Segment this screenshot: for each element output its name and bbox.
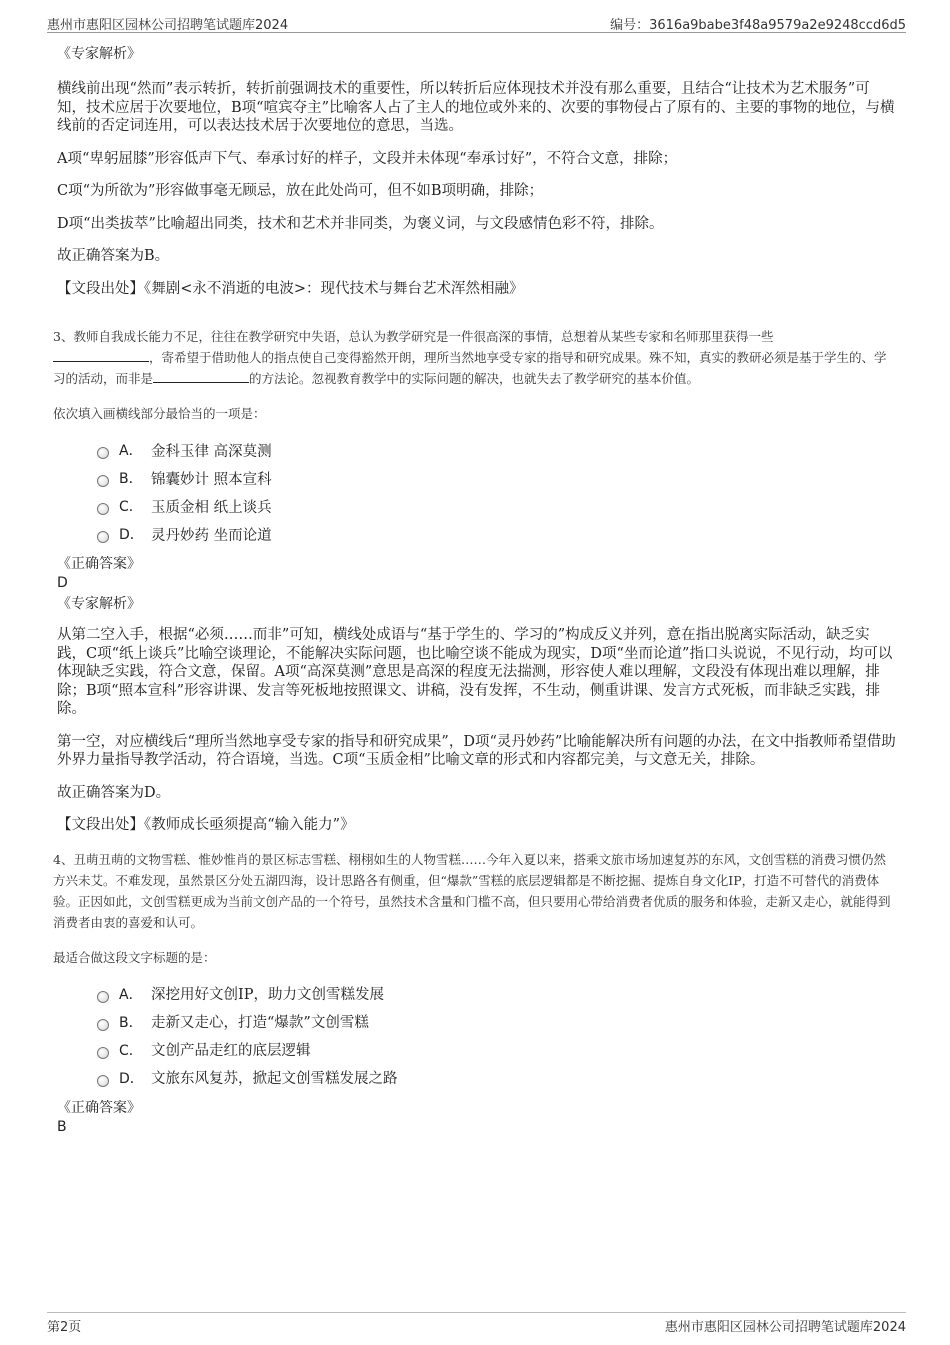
page-header bbox=[47, 12, 906, 33]
question-stem: 4、丑萌丑萌的文物雪糕、惟妙惟肖的景区标志雪糕、栩栩如生的人物雪糕……今年入夏以来，搭乘文旅市场加速复苏的东风，文创雪糕的消费习惯仍然方兴未艾。不难发现，虽然景区分处五湖四海，设计思路各有侧重，但“爆款”雪糕的底层逻辑都是不断挖掘、提炼自身文化IP，打造不可替代的消费体验。正因如此，文创雪糕更成为当前文创产品的一个符号，虽然技术含量和门槛不高，但只要用心带给消费者优质的服务和体验，走新又走心，就能得到消费者由衷的喜爱和认可。 bbox=[53, 851, 891, 930]
question-stem: 3、教师自我成长能力不足，往往在教学研究中失语，总认为教学研究是一件很高深的事情，总想着从某些专家和名师那里获得一些 ，寄希望于借助他人的指点使自己变得豁然开朗，理所当然地享受专家的指导和研究成果。殊不知，真实的教研必须是基于学生的、学习的活动，而非是 的方法论。忽视教育教学中的实际问题的解决，也就失去了教学研究的基本价值。 bbox=[53, 329, 887, 386]
option-a[interactable]: A． 深挖用好文创IP，助力文创雪糕发展 bbox=[97, 980, 897, 1008]
correct-answer-label: 《正确答案》 bbox=[57, 556, 141, 572]
radio-button[interactable] bbox=[97, 1019, 109, 1031]
option-d[interactable]: D． 文旅东风复苏，掀起文创雪糕发展之路 bbox=[97, 1064, 897, 1092]
page-number: 第2页 bbox=[47, 1320, 82, 1335]
correct-answer-label: 《正确答案》 bbox=[57, 1099, 141, 1116]
analysis-paragraph: 从第二空入手，根据“必须……而非”可知，横线处成语与“基于学生的、学习的”构成反义并列，意在指出脱离实际活动，缺乏实践，C项“纸上谈兵”比喻空谈理论，不能解决实际问题，也比喻空谈不能成为现实，D项“坐而论道”指口头说说，不见行动，均可以体现缺乏实践，符合文意，保留。A项“高深莫测”意思是高深的程度无法揣测，形容使人难以理解，文段没有体现出难以理解，排除；B项“照本宣科”形容讲课、发言等死板地按照课文、讲稿，没有发挥，不生动，侧重讲课、发言方式死板，而非缺乏实践，排除。 bbox=[57, 627, 893, 717]
option-b[interactable]: B． 锦囊妙计 照本宣科 bbox=[97, 464, 897, 492]
source-citation: 【文段出处】《舞剧<永不消逝的电波>：现代技术与舞台艺术浑然相融》 bbox=[57, 280, 524, 297]
answer-conclusion: 故正确答案为D。 bbox=[57, 784, 171, 801]
analysis-paragraph: C项“为所欲为”形容做事毫无顾忌，放在此处尚可，但不如B项明确，排除； bbox=[57, 183, 544, 199]
radio-button[interactable] bbox=[97, 475, 109, 487]
page-footer bbox=[47, 1312, 906, 1335]
blank-line bbox=[153, 370, 249, 383]
footer-title: 惠州市惠阳区园林公司招聘笔试题库2024 bbox=[664, 1320, 906, 1335]
option-c[interactable]: C． 玉质金相 纸上谈兵 bbox=[97, 492, 897, 520]
expert-analysis-label: 《专家解析》 bbox=[57, 596, 141, 612]
radio-button[interactable] bbox=[97, 1075, 109, 1087]
source-citation: 【文段出处】《教师成长亟须提高“输入能力”》 bbox=[57, 817, 355, 833]
analysis-paragraph: 第一空，对应横线后“理所当然地享受专家的指导和研究成果”，D项“灵丹妙药”比喻能解决所有问题的办法，在文中指教师希望借助外界力量指导教学活动，符合语境，当选。C项“玉质金相”比喻文章的形式和内容都完美，与文意无关，排除。 bbox=[57, 733, 896, 768]
question-prompt: 最适合做这段文字标题的是： bbox=[53, 949, 216, 965]
radio-button[interactable] bbox=[97, 1047, 109, 1059]
option-a[interactable]: A． 金科玉律 高深莫测 bbox=[97, 436, 897, 464]
header-title: 惠州市惠阳区园林公司招聘笔试题库2024 bbox=[47, 18, 289, 33]
answer-conclusion: 故正确答案为B。 bbox=[57, 248, 170, 264]
expert-analysis-label: 《专家解析》 bbox=[57, 46, 141, 62]
document-code: 编号：3616a9babe3f48a9579a2e9248ccd6d5 bbox=[610, 18, 906, 33]
option-d[interactable]: D． 灵丹妙药 坐而论道 bbox=[97, 520, 897, 548]
analysis-paragraph: A项“卑躬屈膝”形容低声下气、奉承讨好的样子，文段并未体现“奉承讨好”，不符合文意，排除； bbox=[57, 150, 678, 167]
analysis-paragraph: 横线前出现“然而”表示转折，转折前强调技术的重要性，所以转折后应体现技术并没有那么重要，且结合“让技术为艺术服务”可知，技术应居于次要地位，B项“喧宾夺主”比喻客人占了主人的地位或外来的、次要的事物侵占了原有的、主要的事物的地位，与横线前的否定词连用，可以表达技术居于次要地位的意思，当选。 bbox=[57, 81, 895, 134]
option-b[interactable]: B． 走新又走心，打造“爆款”文创雪糕 bbox=[97, 1008, 897, 1036]
blank-line bbox=[53, 349, 149, 362]
analysis-paragraph: D项“出类拔萃”比喻超出同类，技术和艺术并非同类，为褒义词，与文段感情色彩不符，排除。 bbox=[57, 215, 664, 232]
radio-button[interactable] bbox=[97, 447, 109, 459]
option-list bbox=[97, 436, 897, 548]
option-list bbox=[97, 980, 897, 1092]
radio-button[interactable] bbox=[97, 503, 109, 515]
radio-button[interactable] bbox=[97, 991, 109, 1003]
option-c[interactable]: C． 文创产品走红的底层逻辑 bbox=[97, 1036, 897, 1064]
correct-answer: D bbox=[57, 575, 68, 591]
correct-answer: B bbox=[57, 1118, 67, 1135]
question-prompt: 依次填入画横线部分最恰当的一项是： bbox=[53, 406, 266, 421]
radio-button[interactable] bbox=[97, 531, 109, 543]
page-content bbox=[53, 44, 897, 1136]
